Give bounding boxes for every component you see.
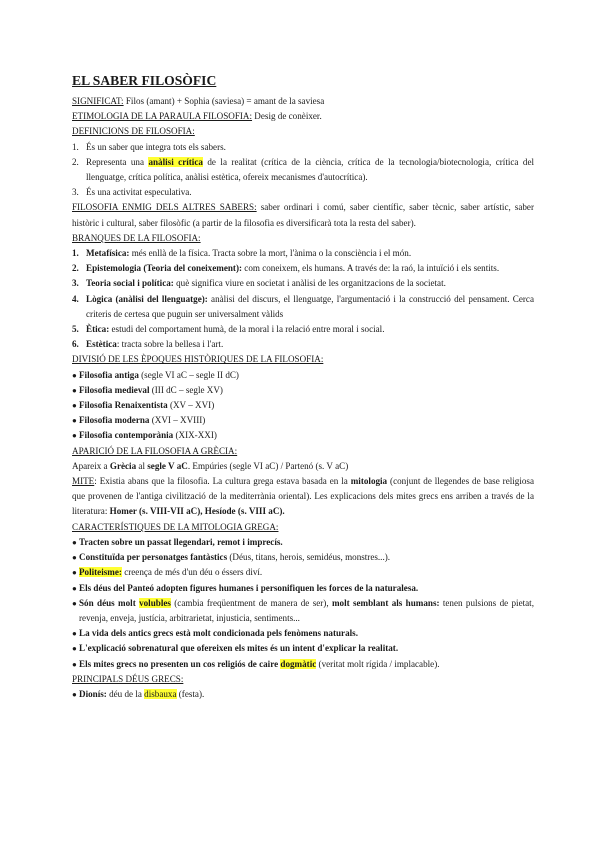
epoca-term: Filosofia Renaixentista xyxy=(79,400,168,411)
branca-item xyxy=(72,261,534,276)
enmig-label: FILOSOFIA ENMIG DELS ALTRES SABERS: xyxy=(72,202,257,213)
branca-item xyxy=(72,276,534,291)
deu-name: Dionís: xyxy=(79,688,107,699)
mite-paragraph xyxy=(72,474,534,520)
caracteristica-text: (veritat molt rígida / implacable). xyxy=(316,658,440,669)
caracteristica-item xyxy=(72,581,534,596)
etimologia-text: Desig de conèixer. xyxy=(252,111,322,122)
caracteristica-item xyxy=(72,657,534,672)
bullet-icon: ● xyxy=(72,553,77,563)
branca-item xyxy=(72,246,534,261)
caracteristica-text: Tracten sobre un passat llegendari, remot i imprecís. xyxy=(79,536,283,547)
branca-term: Teoria social i política: xyxy=(86,278,174,289)
branca-text: què significa viure en societat i anàlisi de les organitzacions de la societat. xyxy=(173,278,446,289)
epoca-text: (III dC – segle XV) xyxy=(149,384,223,395)
bullet-icon: ● xyxy=(72,370,77,380)
epoca-item xyxy=(72,383,534,398)
epoca-item xyxy=(72,413,534,428)
significat-label: SIGNIFICAT: xyxy=(72,96,124,106)
bullet-icon: ● xyxy=(72,385,77,395)
deus-heading: PRINCIPALS DÉUS GRECS: xyxy=(72,673,184,684)
branca-item xyxy=(72,292,534,322)
aparicio-segle: segle V aC xyxy=(147,460,188,471)
branca-number: 3. xyxy=(72,278,79,289)
definicio-number: 3. xyxy=(72,187,79,198)
definicio-text: És un saber que integra tots els sabers. xyxy=(86,141,226,152)
epoca-term: Filosofia contemporània xyxy=(79,430,174,441)
bullet-icon: ● xyxy=(72,583,77,593)
enmig-paragraph xyxy=(72,200,534,230)
bullet-icon: ● xyxy=(72,598,77,608)
caracteristica-text: (Déus, titans, herois, semidéus, monstres...). xyxy=(227,552,391,563)
epoca-text: (XVI – XVIII) xyxy=(149,415,206,426)
caracteristica-item xyxy=(72,535,534,550)
bullet-icon: ● xyxy=(72,689,77,699)
aparicio-heading: APARICIÓ DE LA FILOSOFIA A GRÈCIA: xyxy=(72,445,238,456)
bullet-icon: ● xyxy=(72,659,77,669)
etimologia-line xyxy=(72,109,534,124)
caracteristica-text: creença de més d'un déu o éssers diví. xyxy=(121,567,263,578)
caracteristica-item xyxy=(72,641,534,656)
aparicio-text: . Empúries (segle VI aC) / Partenó (s. V aC) xyxy=(187,460,349,471)
epoca-term: Filosofia medieval xyxy=(79,384,150,395)
page-title: EL SABER FILOSÒFIC xyxy=(72,73,217,88)
highlight-disbauxa: disbauxa xyxy=(144,688,177,699)
caracteristica-text: L'explicació sobrenatural que ofereixen els mites és un intent d'explicar la realitat. xyxy=(79,643,399,654)
caracteristica-term: Els mites grecs no presenten un cos religiós de caire xyxy=(79,658,281,669)
branca-item xyxy=(72,322,534,337)
bullet-icon: ● xyxy=(72,629,77,639)
mite-label: MITE xyxy=(72,476,95,487)
epoca-text: (XV – XVI) xyxy=(167,400,215,411)
caracteristica-item xyxy=(72,550,534,565)
epoca-text: (segle VI aC – segle II dC) xyxy=(138,369,239,380)
epoca-term: Filosofia moderna xyxy=(79,415,150,426)
branca-term: Lògica (anàlisi del llenguatge): xyxy=(86,293,208,304)
epoca-item xyxy=(72,368,534,383)
caracteristica-text: tenen pulsions de pietat, revenja, enveja, justícia, arbitrarietat, injusticia, sentiments... xyxy=(79,597,534,623)
branca-text: estudi del comportament humà, de la moral i la relació entre moral i social. xyxy=(109,324,385,335)
aparicio-text: al xyxy=(136,460,148,471)
mite-hesiode: Hesíode (s. VIII aC). xyxy=(204,506,285,517)
significat-line xyxy=(72,94,534,109)
bullet-icon: ● xyxy=(72,537,77,547)
branca-number: 6. xyxy=(72,339,79,350)
branca-term: Epistemologia (Teoria del coneixement): xyxy=(86,263,243,274)
branca-term: Metafísica: xyxy=(86,248,130,259)
branca-number: 2. xyxy=(72,263,79,274)
caracteristiques-heading: CARACTERÍSTIQUES DE LA MITOLOGIA GREGA: xyxy=(72,521,279,532)
deu-text: déu de la xyxy=(106,688,145,699)
highlight-analisi-critica: anàlisi crítica xyxy=(148,156,203,167)
branca-text: : tracta sobre la bellesa i l'art. xyxy=(116,339,224,350)
branca-number: 4. xyxy=(72,293,79,304)
branca-text: anàlisi del discurs, el llenguatge, l'argumentació i la construcció del pensament. Cerca criteris de certesa que puguin ser universalment vàlids xyxy=(86,293,534,319)
caracteristica-item xyxy=(72,596,534,626)
definicions-heading: DEFINICIONS DE FILOSOFIA: xyxy=(72,126,195,137)
etimologia-label: ETIMOLOGIA DE LA PARAULA FILOSOFIA: xyxy=(72,111,253,122)
highlight-politeisme: Politeisme: xyxy=(79,567,122,578)
aparicio-text: Apareix a xyxy=(72,460,110,471)
caracteristica-item xyxy=(72,626,534,641)
highlight-volubles: volubles xyxy=(139,597,171,608)
branca-number: 5. xyxy=(72,324,79,335)
epoques-heading: DIVISIÓ DE LES ÈPOQUES HISTÒRIQUES DE LA FILOSOFIA: xyxy=(72,354,324,365)
enmig-text: saber ordinari i comú, saber científic, saber tècnic, saber artístic, saber històric i cultural, saber filosòfic (a partir de la filosofia es diversificarà tota la resta del saber). xyxy=(72,202,534,228)
deu-item xyxy=(72,687,534,702)
bullet-icon: ● xyxy=(72,568,77,578)
epoca-term: Filosofia antiga xyxy=(79,369,139,380)
definicio-number: 2. xyxy=(72,156,79,167)
bullet-icon: ● xyxy=(72,416,77,426)
caracteristica-item xyxy=(72,565,534,580)
definicio-number: 1. xyxy=(72,141,79,152)
mite-text: (conjunt de llegendes de base religiosa que provenen de l'antiga civilització de la mediterrània oriental). Les explicacions dels mites grecs ens arriben a través de la literatura: xyxy=(72,476,534,517)
caracteristica-term: molt semblant als humans: xyxy=(331,597,440,608)
branca-term: Estètica xyxy=(86,339,117,350)
significat-text: Filos (amant) + Sophia (saviesa) = amant de la saviesa xyxy=(123,96,325,106)
caracteristica-text: (cambia freqüentment de manera de ser), xyxy=(170,597,332,608)
epoca-text: (XIX-XXI) xyxy=(173,430,217,441)
bullet-icon: ● xyxy=(72,401,77,411)
caracteristica-term: Constituïda per personatges fantàstics xyxy=(79,552,228,563)
bullet-icon: ● xyxy=(72,431,77,441)
aparicio-grecia: Grècia xyxy=(109,460,137,471)
definicio-text: de la realitat (crítica de la ciència, crítica de la tecnologia/biotecnologia, crítica del llenguatge, crítica política, anàlisi estètica, ofereix mecanismes d'autocrítica). xyxy=(86,156,535,183)
caracteristica-text: Els déus del Panteó adopten figures humanes i personifiquen les forces de la naturalesa. xyxy=(79,582,419,593)
mite-homer: Homer (s. VIII-VII aC), xyxy=(109,506,203,517)
branca-text: com coneixem, els humans. A través de: la raó, la intuïció i els sentits. xyxy=(242,263,500,274)
document-page xyxy=(72,72,534,702)
bullet-icon: ● xyxy=(72,644,77,654)
branques-heading: BRANQUES DE LA FILOSOFIA: xyxy=(72,232,201,243)
epoca-item xyxy=(72,398,534,413)
definicio-item xyxy=(72,185,534,200)
definicio-item xyxy=(72,155,534,185)
caracteristica-text: La vida dels antics grecs està molt condicionada pels fenòmens naturals. xyxy=(79,628,358,639)
branca-text: més enllà de la física. Tracta sobre la mort, l'ànima o la consciència i el món. xyxy=(129,248,412,259)
branca-item xyxy=(72,337,534,352)
epoca-item xyxy=(72,428,534,443)
caracteristica-term: Són déus molt xyxy=(79,597,140,608)
deu-text: (festa). xyxy=(176,688,205,699)
mite-text: : Existia abans que la filosofia. La cultura grega estava basada en la xyxy=(94,476,351,487)
mite-mitologia: mitologia xyxy=(350,476,388,487)
branca-term: Ètica: xyxy=(86,324,110,335)
definicio-text: Representa una xyxy=(86,156,149,167)
branca-number: 1. xyxy=(72,248,79,259)
definicio-text: És una activitat especulativa. xyxy=(86,187,192,198)
definicio-item xyxy=(72,140,534,155)
highlight-dogmatic: dogmàtic xyxy=(280,658,317,669)
aparicio-paragraph xyxy=(72,459,534,474)
